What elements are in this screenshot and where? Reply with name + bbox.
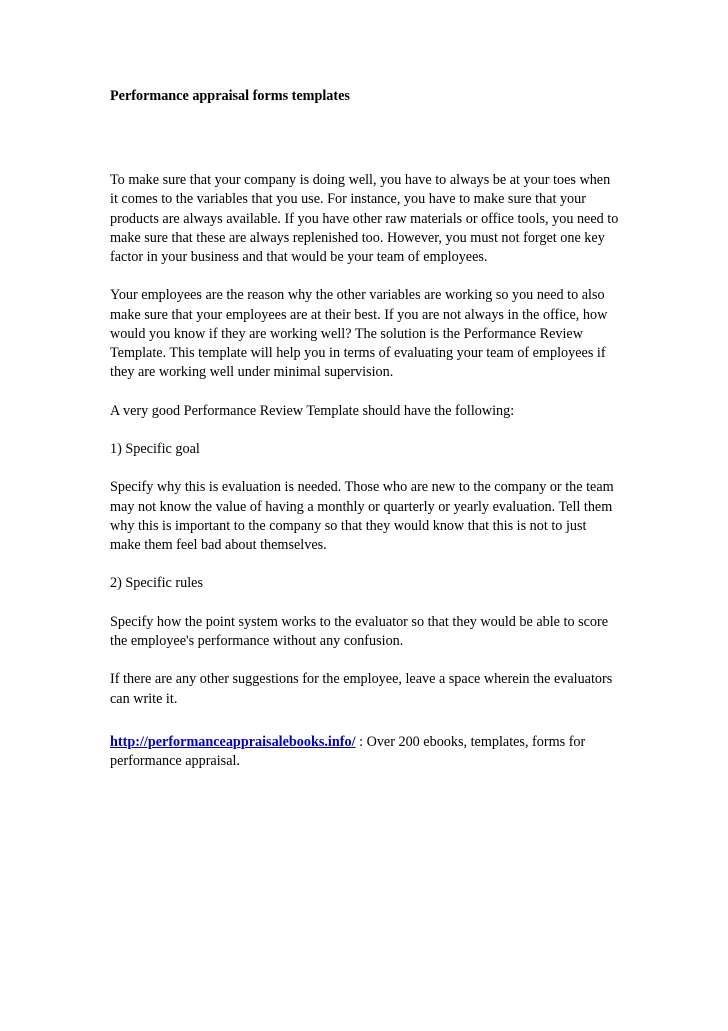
document-page bbox=[110, 87, 620, 771]
footer-link-description: : Over 200 ebooks, templates, forms for performance appraisal. bbox=[110, 733, 586, 769]
paragraph-employees: Your employees are the reason why the other variables are working so you need to also make sure that your employees are at their best. If you are not always in the office, how would you know if they are working well? The solution is the Performance Review Template. This template will help you in terms of evaluating your team of employees if they are working well under minimal supervision. bbox=[110, 287, 608, 381]
paragraph-specific-goal: Specify why this is evaluation is needed. Those who are new to the company or the team may not know the value of having a monthly or quarterly or yearly evaluation. Tell them why this is important to the company so that they would know that this is not to just make them feel bad about themselves. bbox=[110, 479, 614, 553]
paragraph-intro: To make sure that your company is doing well, you have to always be at your toes when it comes to the variables that you use. For instance, you have to make sure that your products are always available. If you have other raw materials or office tools, you need to make sure that these are always replenished too. However, you must not forget one key factor in your business and that would be your team of employees. bbox=[110, 172, 619, 266]
paragraph-template-intro: A very good Performance Review Template should have the following: bbox=[110, 402, 515, 419]
heading-specific-goal: 1) Specific goal bbox=[110, 441, 200, 457]
footer-link-line bbox=[110, 733, 620, 771]
paragraph-suggestions: If there are any other suggestions for the employee, leave a space wherein the evaluators can write it. bbox=[110, 671, 613, 707]
document-title: Performance appraisal forms templates bbox=[110, 88, 350, 104]
ebooks-link[interactable]: http://performanceappraisalebooks.info/ bbox=[110, 733, 356, 750]
spacer bbox=[110, 106, 620, 171]
paragraph-specific-rules: Specify how the point system works to the evaluator so that they would be able to score the employee's performance without any confusion. bbox=[110, 613, 609, 649]
heading-specific-rules: 2) Specific rules bbox=[110, 575, 203, 592]
